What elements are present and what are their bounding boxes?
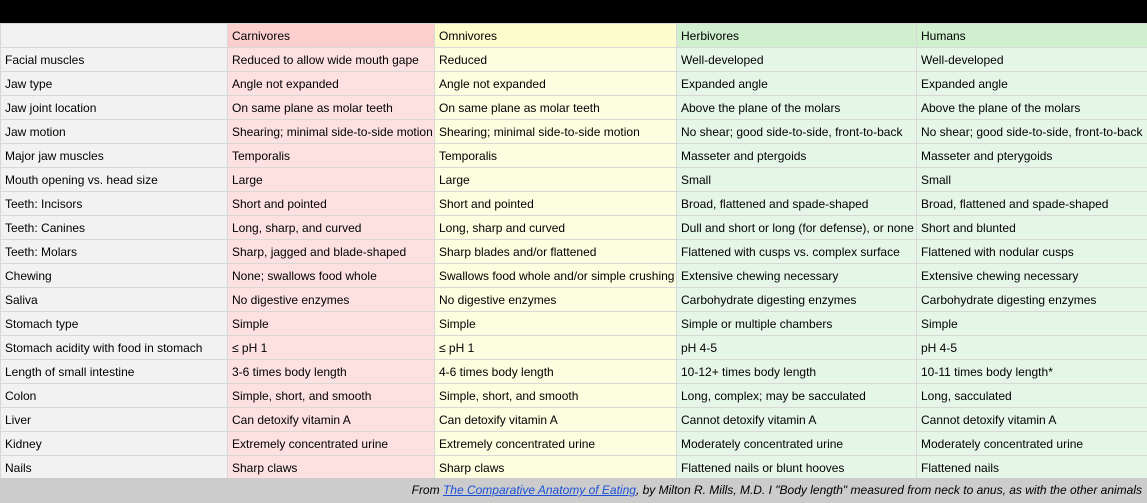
humans-cell: Well-developed: [917, 48, 1147, 72]
omnivores-cell: ≤ pH 1: [435, 336, 677, 360]
footer-suffix: , by Milton R. Mills, M.D. I "Body length" measured from neck to anus, as with the other animals: [635, 483, 1142, 497]
row-label: Jaw motion: [1, 120, 228, 144]
carnivores-cell: Simple: [228, 312, 435, 336]
row-label: Facial muscles: [1, 48, 228, 72]
carnivores-cell: Reduced to allow wide mouth gape: [228, 48, 435, 72]
herbivores-cell: Extensive chewing necessary: [677, 264, 917, 288]
carnivores-cell: Sharp claws: [228, 456, 435, 480]
table-row: [1, 144, 1147, 168]
row-label: Stomach acidity with food in stomach: [1, 336, 228, 360]
omnivores-cell: Can detoxify vitamin A: [435, 408, 677, 432]
humans-cell: Short and blunted: [917, 216, 1147, 240]
omnivores-cell: 4-6 times body length: [435, 360, 677, 384]
herbivores-cell: Dull and short or long (for defense), or none: [677, 216, 917, 240]
carnivores-cell: Extremely concentrated urine: [228, 432, 435, 456]
herbivores-cell: Flattened with cusps vs. complex surface: [677, 240, 917, 264]
row-label: Nails: [1, 456, 228, 480]
header-row: [1, 24, 1147, 48]
omnivores-cell: Temporalis: [435, 144, 677, 168]
humans-cell: Moderately concentrated urine: [917, 432, 1147, 456]
row-label: Mouth opening vs. head size: [1, 168, 228, 192]
omnivores-cell: Swallows food whole and/or simple crushing: [435, 264, 677, 288]
row-label: Saliva: [1, 288, 228, 312]
header-empty-cell: [1, 24, 228, 48]
humans-cell: Long, sacculated: [917, 384, 1147, 408]
table-row: [1, 432, 1147, 456]
omnivores-cell: Reduced: [435, 48, 677, 72]
herbivores-cell: Masseter and ptergoids: [677, 144, 917, 168]
row-label: Teeth: Canines: [1, 216, 228, 240]
carnivores-cell: On same plane as molar teeth: [228, 96, 435, 120]
source-link[interactable]: The Comparative Anatomy of Eating: [442, 483, 636, 497]
carnivores-cell: Long, sharp, and curved: [228, 216, 435, 240]
row-label: Teeth: Incisors: [1, 192, 228, 216]
omnivores-cell: Large: [435, 168, 677, 192]
humans-cell: Simple: [917, 312, 1147, 336]
header-herbivores: Herbivores: [677, 24, 917, 48]
table-row: [1, 192, 1147, 216]
row-label: Colon: [1, 384, 228, 408]
row-label: Jaw joint location: [1, 96, 228, 120]
herbivores-cell: Carbohydrate digesting enzymes: [677, 288, 917, 312]
omnivores-cell: Sharp blades and/or flattened: [435, 240, 677, 264]
herbivores-cell: Moderately concentrated urine: [677, 432, 917, 456]
table-row: [1, 288, 1147, 312]
table-row: [1, 120, 1147, 144]
omnivores-cell: Simple, short, and smooth: [435, 384, 677, 408]
table-row: [1, 312, 1147, 336]
table-row: [1, 216, 1147, 240]
herbivores-cell: Cannot detoxify vitamin A: [677, 408, 917, 432]
humans-cell: 10-11 times body length*: [917, 360, 1147, 384]
row-label: Chewing: [1, 264, 228, 288]
omnivores-cell: Simple: [435, 312, 677, 336]
omnivores-cell: Extremely concentrated urine: [435, 432, 677, 456]
herbivores-cell: pH 4-5: [677, 336, 917, 360]
top-black-bar: [0, 0, 1147, 23]
row-label: Teeth: Molars: [1, 240, 228, 264]
humans-cell: Expanded angle: [917, 72, 1147, 96]
omnivores-cell: Sharp claws: [435, 456, 677, 480]
carnivores-cell: Simple, short, and smooth: [228, 384, 435, 408]
herbivores-cell: Long, complex; may be sacculated: [677, 384, 917, 408]
source-footer: [0, 478, 1147, 503]
carnivores-cell: Shearing; minimal side-to-side motion: [228, 120, 435, 144]
humans-cell: Above the plane of the molars: [917, 96, 1147, 120]
carnivores-cell: Sharp, jagged and blade-shaped: [228, 240, 435, 264]
humans-cell: Carbohydrate digesting enzymes: [917, 288, 1147, 312]
row-label: Jaw type: [1, 72, 228, 96]
carnivores-cell: ≤ pH 1: [228, 336, 435, 360]
omnivores-cell: No digestive enzymes: [435, 288, 677, 312]
humans-cell: Small: [917, 168, 1147, 192]
herbivores-cell: Expanded angle: [677, 72, 917, 96]
row-label: Liver: [1, 408, 228, 432]
header-carnivores: Carnivores: [228, 24, 435, 48]
carnivores-cell: Temporalis: [228, 144, 435, 168]
table-row: [1, 336, 1147, 360]
omnivores-cell: On same plane as molar teeth: [435, 96, 677, 120]
herbivores-cell: Above the plane of the molars: [677, 96, 917, 120]
carnivores-cell: Short and pointed: [228, 192, 435, 216]
humans-cell: Extensive chewing necessary: [917, 264, 1147, 288]
humans-cell: Cannot detoxify vitamin A: [917, 408, 1147, 432]
omnivores-cell: Angle not expanded: [435, 72, 677, 96]
header-omnivores: Omnivores: [435, 24, 677, 48]
table-row: [1, 384, 1147, 408]
row-label: Stomach type: [1, 312, 228, 336]
humans-cell: No shear; good side-to-side, front-to-back: [917, 120, 1147, 144]
omnivores-cell: Shearing; minimal side-to-side motion: [435, 120, 677, 144]
humans-cell: Flattened nails: [917, 456, 1147, 480]
row-label: Kidney: [1, 432, 228, 456]
table-row: [1, 408, 1147, 432]
carnivores-cell: 3-6 times body length: [228, 360, 435, 384]
carnivores-cell: None; swallows food whole: [228, 264, 435, 288]
anatomy-comparison-table: [0, 23, 1147, 480]
omnivores-cell: Long, sharp and curved: [435, 216, 677, 240]
row-label: Length of small intestine: [1, 360, 228, 384]
humans-cell: Flattened with nodular cusps: [917, 240, 1147, 264]
humans-cell: Broad, flattened and spade-shaped: [917, 192, 1147, 216]
herbivores-cell: Small: [677, 168, 917, 192]
humans-cell: Masseter and pterygoids: [917, 144, 1147, 168]
herbivores-cell: No shear; good side-to-side, front-to-back: [677, 120, 917, 144]
herbivores-cell: Broad, flattened and spade-shaped: [677, 192, 917, 216]
header-humans: Humans: [917, 24, 1147, 48]
omnivores-cell: Short and pointed: [435, 192, 677, 216]
herbivores-cell: 10-12+ times body length: [677, 360, 917, 384]
herbivores-cell: Simple or multiple chambers: [677, 312, 917, 336]
table-row: [1, 48, 1147, 72]
row-label: Major jaw muscles: [1, 144, 228, 168]
footer-prefix: From: [411, 483, 443, 497]
table-row: [1, 240, 1147, 264]
table-row: [1, 168, 1147, 192]
carnivores-cell: Large: [228, 168, 435, 192]
humans-cell: pH 4-5: [917, 336, 1147, 360]
carnivores-cell: Can detoxify vitamin A: [228, 408, 435, 432]
table-row: [1, 264, 1147, 288]
table-row: [1, 72, 1147, 96]
table-row: [1, 96, 1147, 120]
herbivores-cell: Flattened nails or blunt hooves: [677, 456, 917, 480]
table-row: [1, 360, 1147, 384]
carnivores-cell: No digestive enzymes: [228, 288, 435, 312]
table-row: [1, 456, 1147, 480]
herbivores-cell: Well-developed: [677, 48, 917, 72]
carnivores-cell: Angle not expanded: [228, 72, 435, 96]
